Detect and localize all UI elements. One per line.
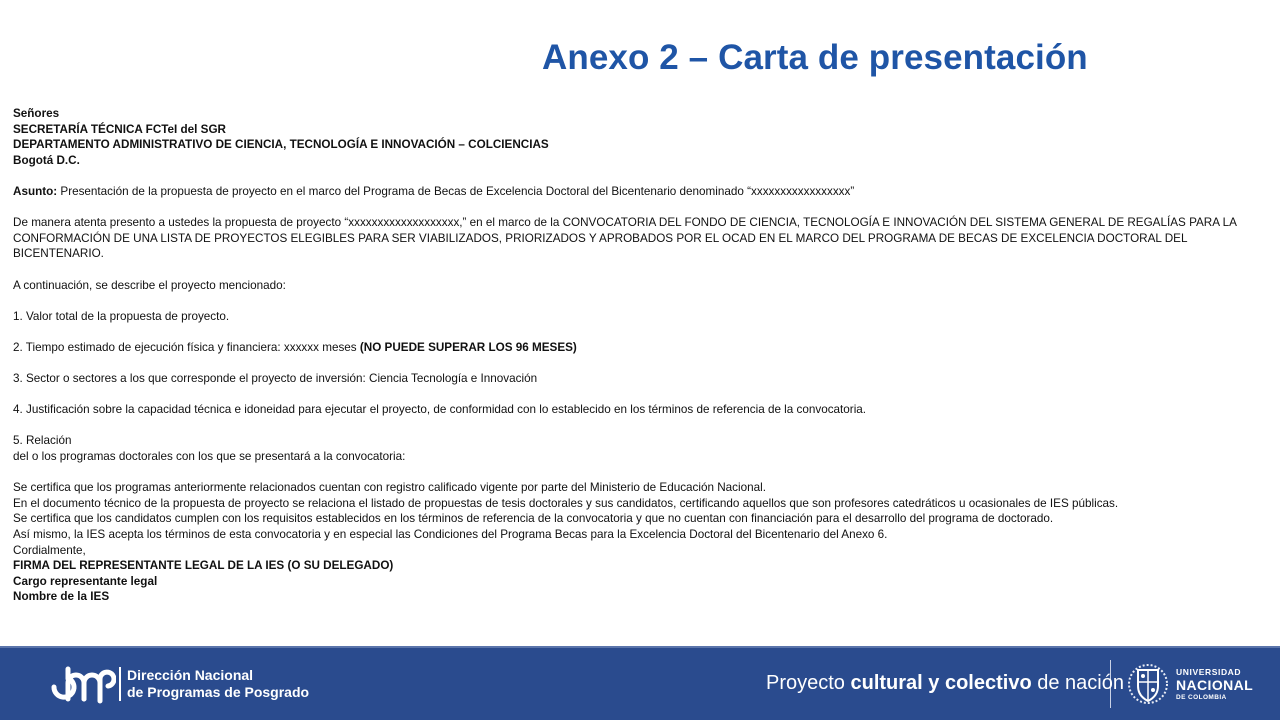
closing-text: Cordialmente,	[13, 543, 86, 557]
slogan-part: Proyecto	[766, 672, 851, 694]
letter-body	[13, 106, 1245, 605]
dnpp-name	[127, 667, 309, 701]
list-item: 5. Relación	[13, 434, 72, 448]
signature-line: FIRMA DEL REPRESENTANTE LEGAL DE LA IES (O SU DELEGADO)	[13, 559, 394, 573]
dnpp-logo-icon	[50, 663, 116, 705]
slogan-emphasis: cultural y colectivo	[850, 672, 1032, 694]
dnpp-line: Dirección Nacional	[127, 667, 254, 683]
subject-label: Asunto:	[13, 184, 58, 198]
university-shield-icon	[1127, 660, 1169, 708]
addressee-line: DEPARTAMENTO ADMINISTRATIVO DE CIENCIA, TECNOLOGÍA E INNOVACIÓN – COLCIENCIAS	[13, 138, 549, 152]
logo-divider	[119, 667, 121, 701]
list-item: 1. Valor total de la propuesta de proyecto.	[13, 309, 230, 323]
page-title: Anexo 2 – Carta de presentación	[542, 38, 1088, 77]
list-item: 4. Justificación sobre la capacidad técnica e idoneidad para ejecutar el proyecto, de conformidad con lo establecido en los términos de referencia de la convocatoria.	[13, 403, 867, 417]
university-line: DE COLOMBIA	[1176, 694, 1227, 701]
continuation-text: A continuación, se describe el proyecto mencionado:	[13, 278, 286, 292]
list-item-continuation: del o los programas doctorales con los que se presentará a la convocatoria:	[13, 450, 406, 464]
institution-line: Nombre de la IES	[13, 590, 110, 604]
subject-text: Presentación de la propuesta de proyecto en el marco del Programa de Becas de Excelencia Doctoral del Bicentenario denominado “xxxxxxxxxxxxxxxxx”	[57, 184, 855, 198]
item2-text: 2. Tiempo estimado de ejecución física y financiera: xxxxxx meses	[13, 340, 360, 354]
dnpp-logo	[50, 663, 116, 705]
addressee-line: SECRETARÍA TÉCNICA FCTeI del SGR	[13, 122, 226, 136]
list-item	[13, 340, 1245, 356]
certification-line: Se certifica que los candidatos cumplen con los requisitos establecidos en los términos de referencia de la convocatoria y que no cuentan con financiación para el desarrollo del programa de doctorado.	[13, 512, 1054, 526]
footer-slogan	[766, 672, 1124, 695]
intro-paragraph: De manera atenta presento a ustedes la propuesta de proyecto “xxxxxxxxxxxxxxxxxxx,” en el marco de la CONVOCATORIA DEL FONDO DE CIENCIA, TECNOLOGÍA E INNOVACIÓN DEL SISTEMA GENERAL DE REGALÍAS PARA LA CONFORMACIÓN DE UNA LISTA DE PROYECTOS ELEGIBLES PARA SER VIABILIZADOS, PRIORIZADOS Y APROBADOS POR EL OCAD EN EL MARCO DEL PROGRAMA DE BECAS DE EXCELENCIA DOCTORAL DEL BICENTENARIO.	[13, 216, 1237, 261]
slogan-part: de nación	[1031, 672, 1124, 694]
university-line: NACIONAL	[1176, 677, 1254, 693]
addressee-line: Bogotá D.C.	[13, 153, 80, 167]
item2-note: (NO PUEDE SUPERAR LOS 96 MESES)	[359, 340, 577, 354]
dnpp-line: de Programas de Posgrado	[127, 684, 310, 700]
certification-line: Así mismo, la IES acepta los términos de esta convocatoria y en especial las Condiciones del Programa Becas para la Excelencia Doctoral del Bicentenario del Anexo 6.	[13, 528, 888, 542]
university-name	[1176, 667, 1253, 702]
position-line: Cargo representante legal	[13, 574, 158, 588]
list-item: 3. Sector o sectores a los que corresponde el proyecto de inversión: Ciencia Tecnología e Innovación	[13, 372, 538, 386]
certification-line: En el documento técnico de la propuesta de proyecto se relaciona el listado de propuestas de tesis doctorales y sus candidatos, certificando aquellos que son profesores catedráticos u ocasionales de IES públicas.	[13, 496, 1119, 510]
addressee-line: Señores	[13, 107, 60, 120]
university-line: UNIVERSIDAD	[1176, 667, 1242, 677]
subject-line	[13, 184, 1245, 200]
certification-line: Se certifica que los programas anteriormente relacionados cuentan con registro calificado vigente por parte del Ministerio de Educación Nacional.	[13, 481, 766, 495]
